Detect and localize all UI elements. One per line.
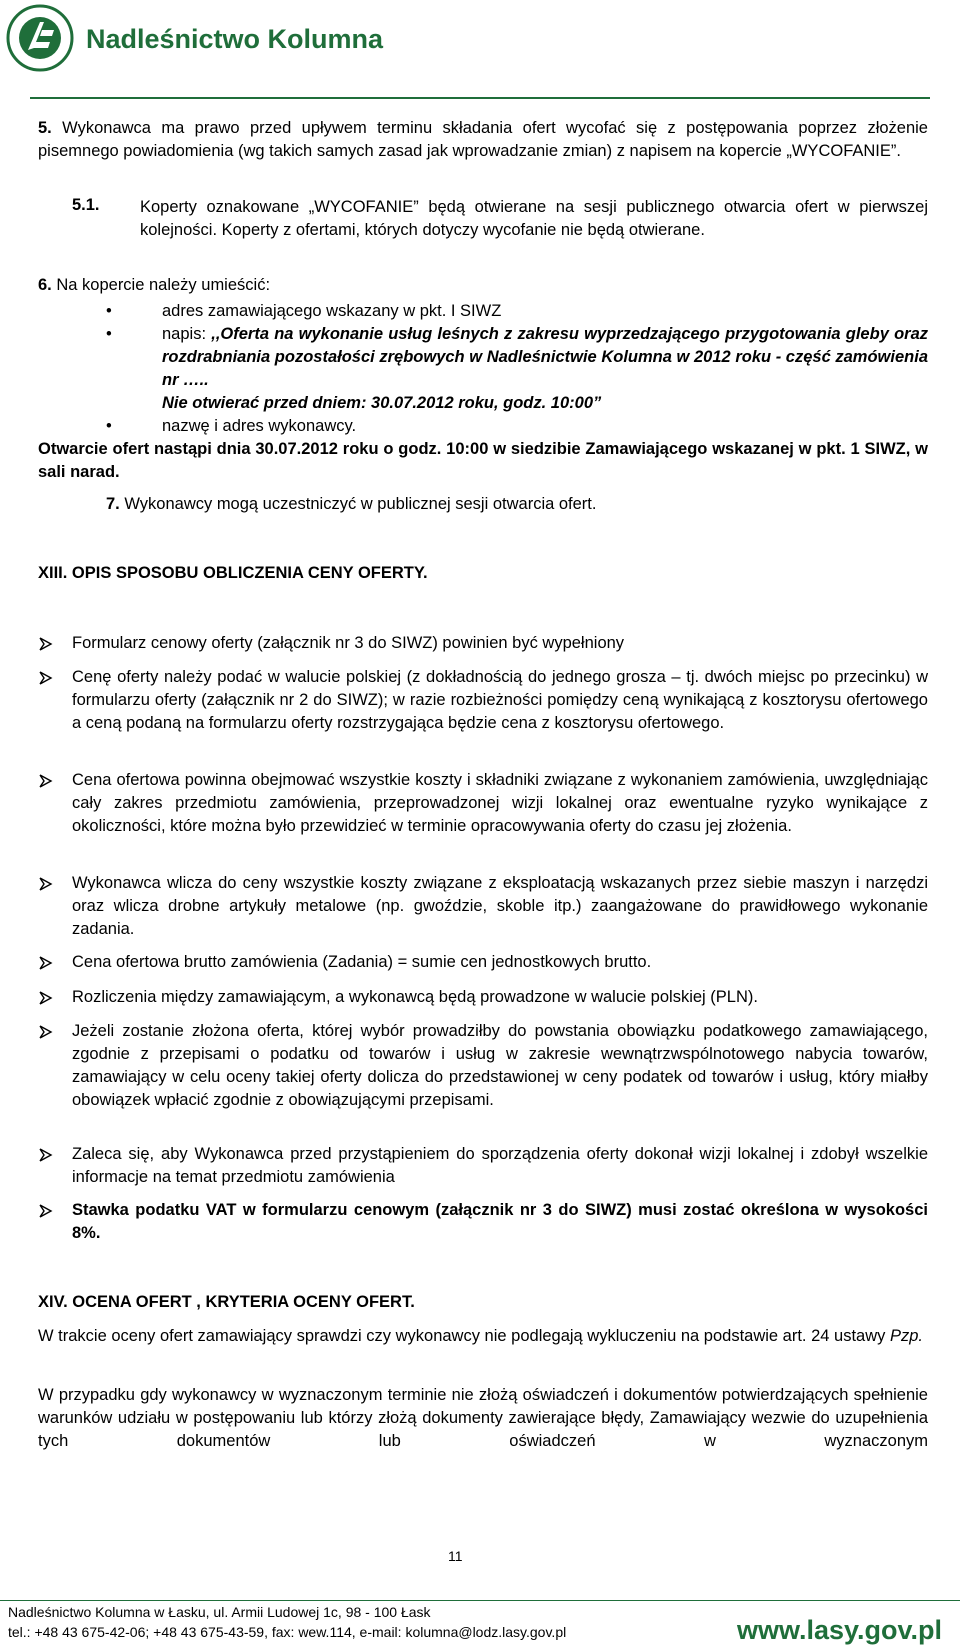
- list-item-text: Jeżeli zostanie złożona oferta, której wybór prowadziłby do powstania obowiązku podatkowego zamawiającego, zgodnie z przepisami o podatku od towarów i usług w zakresie wewnątrzwspólnotowego nabycia towarów, zamawiający w celu oceny takiej oferty dolicza do przedstawionej w ceny podatek od towarów i usług, który miałby obowiązek wpłacić zgodnie z obowiązującymi przepisami.: [72, 1022, 928, 1109]
- opening-info: Otwarcie ofert nastąpi dnia 30.07.2012 roku o godz. 10:00 w siedzibie Zamawiającego wskazanej w pkt. 1 SIWZ, w sali narad.: [38, 440, 928, 481]
- section-xiv-p2: W przypadku gdy wykonawcy w wyznaczonym terminie nie złożą oświadczeń i dokumentów potwierdzających spełnienie warunków udziału w postępowaniu lub którzy złożą dokumenty zawierające błędy, Zamawiający wezwie do uzupełnienia tych dokumentów lub oświadczeń w wyznaczonym: [38, 1386, 928, 1450]
- bullet-icon: •: [106, 325, 112, 343]
- bullet-text: nazwę i adres wykonawcy.: [162, 417, 357, 435]
- section-7: [106, 495, 928, 514]
- bullet-bold-line2: Nie otwierać przed dniem: 30.07.2012 roku, godz. 10:00”: [162, 394, 602, 412]
- list-item: [38, 872, 928, 941]
- list-item-text: Stawka podatku VAT w formularzu cenowym (załącznik nr 3 do SIWZ) musi zostać określona w wysokości 8%.: [72, 1201, 928, 1242]
- list-item-text: Wykonawca wlicza do ceny wszystkie koszty związane z eksploatacją wskazanych przez siebie maszyn i narzędzi oraz wlicza drobne artykuły metalowe (np. gwoździe, skoble itp.) zaangażowane do prawidłowego wykonanie zadania.: [72, 874, 928, 938]
- arrow-bullet-icon: [38, 955, 54, 971]
- list-item: [38, 1143, 928, 1189]
- lasy-panstwowe-logo: [6, 4, 74, 72]
- section-5-text: Wykonawca ma prawo przed upływem terminu składania ofert wycofać się z postępowania poprzez złożenie pisemnego powiadomienia (wg takich samych zasad jak wprowadzanie zmian) z napisem na kopercie „WYCOFANIE”.: [38, 119, 928, 160]
- section-5-1-number: 5.1.: [72, 196, 100, 214]
- section-xiv-p1-text: W trakcie oceny ofert zamawiający sprawdzi czy wykonawcy nie podlegają wykluczeniu na podstawie art. 24 ustawy: [38, 1327, 886, 1345]
- section-xiv-p1-italic: Pzp.: [889, 1327, 924, 1345]
- list-item-text: Rozliczenia między zamawiającym, a wykonawcą będą prowadzone w walucie polskiej (PLN).: [72, 988, 758, 1006]
- footer-website-link[interactable]: www.lasy.gov.pl: [736, 1615, 942, 1645]
- section-5: [38, 117, 928, 163]
- section-6-intro-text: Na kopercie należy umieścić:: [56, 276, 271, 294]
- list-item: [106, 300, 928, 323]
- list-item: [38, 769, 928, 838]
- footer-divider: [0, 1600, 960, 1601]
- section-7-number: 7.: [106, 495, 120, 513]
- section-xiv-p1: [38, 1325, 928, 1348]
- section-6-number: 6.: [38, 276, 52, 294]
- list-item: [106, 415, 928, 438]
- list-item-text: Cena ofertowa powinna obejmować wszystkie koszty i składniki związane z wykonaniem zamówienia, uwzględniając cały zakres przedmiotu zamówienia, przeprowadzonej wizji lokalnej oraz ewentualne ryzyko wynikające z okoliczności, które można było przewidzieć w terminie opracowywania oferty do czasu jej złożenia.: [72, 771, 928, 835]
- section-xiii-heading: XIII. OPIS SPOSOBU OBLICZENIA CENY OFERTY.: [38, 564, 428, 582]
- arrow-bullet-icon: [38, 990, 54, 1006]
- list-item-text: Zaleca się, aby Wykonawca przed przystąpieniem do sporządzenia oferty dokonał wizji lokalnej i zdobył wszelkie informacje na temat przedmiotu zamówienia: [72, 1145, 928, 1186]
- list-item-text: Cenę oferty należy podać w walucie polskiej (z dokładnością do jednego grosza – tj. dwóch miejsc po przecinku) w formularzu oferty (załącznik nr 2 do SIWZ); w razie rozbieżności pomiędzy ceną wynikającą z kosztorysu ofertowego a ceną podaną na formularzu oferty rozstrzygająca będzie cena z kosztorysu ofertowego.: [72, 668, 928, 732]
- bullet-bold-text: ,,Oferta na wykonanie usług leśnych z zakresu wyprzedzającego przygotowania gleby oraz rozdrabniania pozostałości zrębowych w Nadleśnictwie Kolumna w 2012 roku - część zamówienia nr …..: [162, 325, 928, 389]
- section-5-number: 5.: [38, 119, 52, 137]
- section-5-1-text: Koperty oznakowane „WYCOFANIE” będą otwierane na sesji publicznego otwarcia ofert w pierwszej kolejności. Koperty z ofertami, których dotyczy wycofanie nie będą otwierane.: [140, 198, 928, 239]
- arrow-bullet-icon: [38, 1147, 54, 1163]
- list-item: [38, 1199, 928, 1245]
- header-divider: [30, 97, 930, 99]
- list-item: [38, 951, 928, 974]
- site-title: Nadleśnictwo Kolumna: [86, 24, 384, 54]
- section-xiv-heading: XIV. OCENA OFERT , KRYTERIA OCENY OFERT.: [38, 1293, 415, 1311]
- list-item: [106, 323, 928, 415]
- arrow-bullet-icon: [38, 1203, 54, 1219]
- footer-address: Nadleśnictwo Kolumna w Łasku, ul. Armii Ludowej 1c, 98 - 100 Łask: [8, 1604, 431, 1620]
- arrow-bullet-icon: [38, 1024, 54, 1040]
- page-header: [0, 0, 960, 80]
- list-item-text: Cena ofertowa brutto zamówienia (Zadania) = sumie cen jednostkowych brutto.: [72, 953, 652, 971]
- list-item: [38, 632, 928, 655]
- section-5-1: [72, 196, 928, 242]
- section-6-intro: [38, 276, 928, 295]
- arrow-bullet-icon: [38, 876, 54, 892]
- bullet-prefix: napis:: [162, 325, 207, 343]
- bullet-text: adres zamawiającego wskazany w pkt. I SIWZ: [162, 302, 502, 320]
- bullet-icon: •: [106, 417, 112, 435]
- arrow-bullet-icon: [38, 670, 54, 686]
- list-item: [38, 986, 928, 1009]
- footer-contact: tel.: +48 43 675-42-06; +48 43 675-43-59, fax: wew.114, e-mail: kolumna@lodz.lasy.gov.pl: [8, 1624, 567, 1640]
- arrow-bullet-icon: [38, 636, 54, 652]
- section-6-bullets: [106, 300, 928, 438]
- bullet-icon: •: [106, 302, 112, 320]
- section-7-text: Wykonawcy mogą uczestniczyć w publicznej sesji otwarcia ofert.: [124, 495, 597, 513]
- arrow-bullet-icon: [38, 773, 54, 789]
- list-item: [38, 666, 928, 735]
- list-item-text: Formularz cenowy oferty (załącznik nr 3 do SIWZ) powinien być wypełniony: [72, 634, 625, 652]
- page-number: 11: [448, 1548, 463, 1564]
- list-item: [38, 1020, 928, 1112]
